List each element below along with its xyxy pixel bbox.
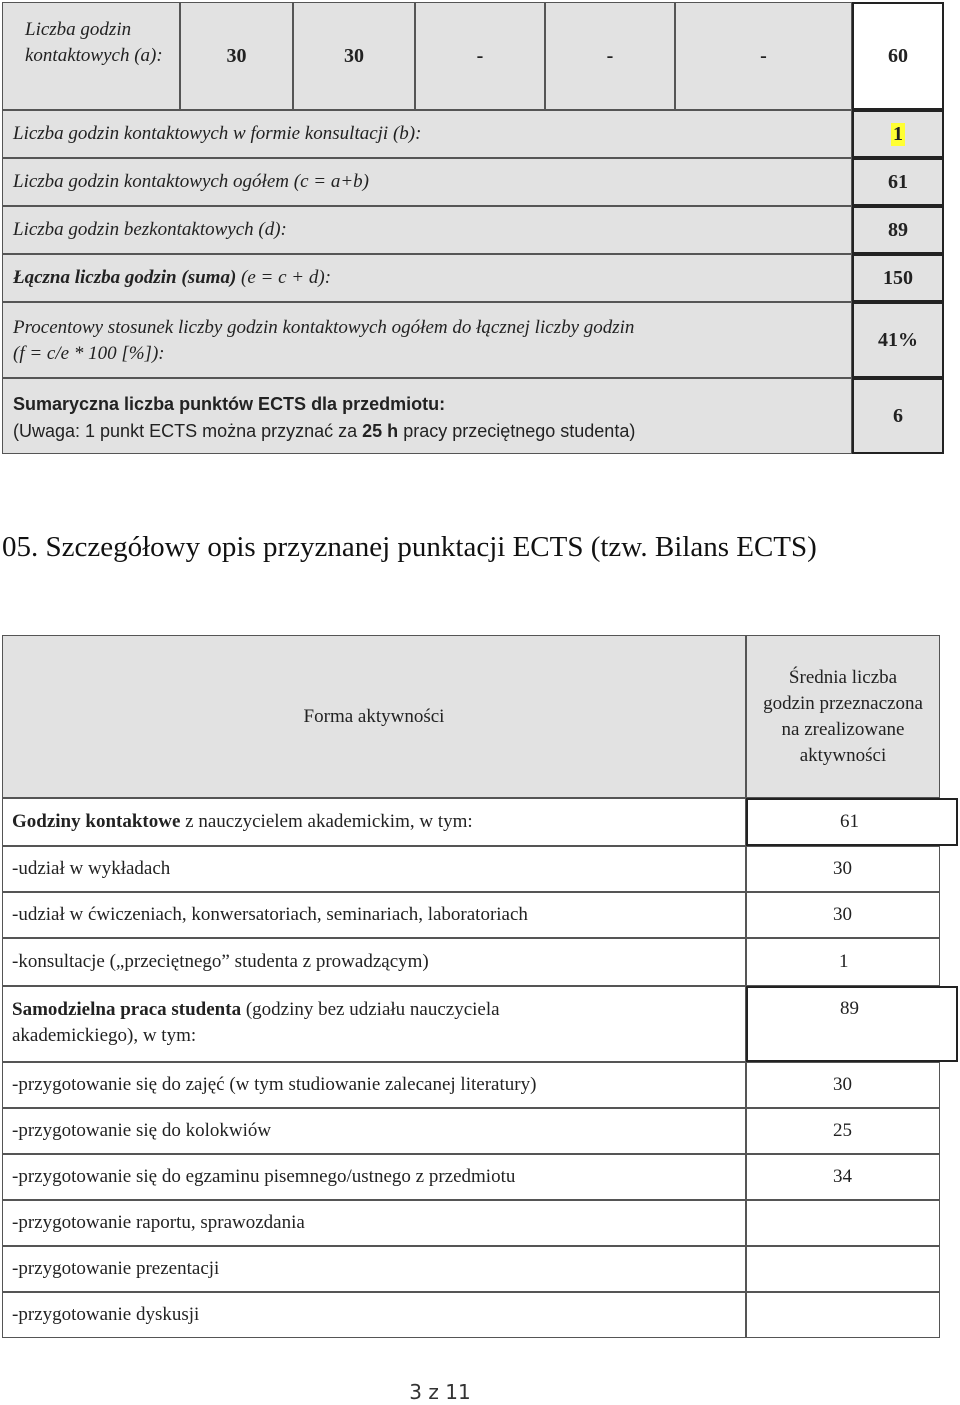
page-number: 3 z 11 [409, 1380, 471, 1404]
self-row-label: -przygotowanie raportu, sprawozdania [2, 1200, 746, 1246]
header-activity-form: Forma aktywności [2, 635, 746, 798]
row-b-value-highlight: 1 [893, 122, 903, 145]
self-row-value: 25 [746, 1108, 940, 1154]
contact-row-value: 1 [746, 938, 940, 986]
row-b-label: Liczba godzin kontaktowych w formie konsultacji (b): [2, 110, 852, 158]
row-e-label-rest: (e = c + d): [236, 267, 332, 288]
row-a-value-1: 30 [180, 2, 293, 110]
self-row-label: -przygotowanie prezentacji [2, 1246, 746, 1292]
contact-hours-rest: z nauczycielem akademickim, w tym: [180, 811, 473, 832]
self-study-label [2, 986, 746, 1062]
contact-hours-bold: Godziny kontaktowe [12, 811, 181, 832]
row-d-label: Liczba godzin bezkontaktowych (d): [2, 206, 852, 254]
row-ects-note-c: pracy przeciętnego studenta) [398, 421, 636, 441]
row-ects-note-a: (Uwaga: 1 punkt ECTS można przyznać za [13, 421, 363, 441]
self-study-value: 89 [746, 986, 958, 1062]
row-f-line-2: (f = c/e * 100 [%]): [13, 343, 165, 364]
self-row-value [746, 1246, 940, 1292]
row-f-value: 41% [852, 302, 944, 378]
section-title: 05. Szczegółowy opis przyznanej punktacji ECTS (tzw. Bilans ECTS) [2, 531, 817, 563]
row-d-value: 89 [852, 206, 944, 254]
row-c-value: 61 [852, 158, 944, 206]
row-a-value-4: - [545, 2, 675, 110]
row-a-value-2: 30 [293, 2, 415, 110]
contact-hours-label [2, 798, 746, 846]
row-ects-line-1: Sumaryczna liczba punktów ECTS dla przedmiotu: [13, 394, 446, 414]
self-row-label: -przygotowanie dyskusji [2, 1292, 746, 1338]
self-row-value [746, 1292, 940, 1338]
row-f-line-1: Procentowy stosunek liczby godzin kontaktowych ogółem do łącznej liczby godzin [13, 317, 635, 338]
row-ects-label [2, 378, 852, 454]
row-a-total: 60 [852, 2, 944, 110]
row-f-label [2, 302, 852, 378]
contact-row-label: -udział w wykładach [2, 846, 746, 892]
contact-row-label: -konsultacje („przeciętnego” studenta z prowadzącym) [2, 938, 746, 986]
row-a-value-5: - [675, 2, 852, 110]
row-a-label: Liczba godzin kontaktowych (a): [2, 2, 180, 110]
self-row-value [746, 1200, 940, 1246]
contact-row-value: 30 [746, 892, 940, 938]
header-average-hours: Średnia liczba godzin przeznaczona na zrealizowane aktywności [746, 635, 940, 798]
self-row-value: 30 [746, 1062, 940, 1108]
row-e-label-bold: Łączna liczba godzin (suma) [13, 267, 237, 288]
self-study-rest: (godziny bez udziału nauczyciela akademickiego), w tym: [12, 999, 500, 1046]
self-row-label: -przygotowanie się do egzaminu pisemnego/ustnego z przedmiotu [2, 1154, 746, 1200]
row-a-value-3: - [415, 2, 545, 110]
row-ects-value: 6 [852, 378, 944, 454]
self-row-label: -przygotowanie się do zajęć (w tym studiowanie zalecanej literatury) [2, 1062, 746, 1108]
row-e-label [2, 254, 852, 302]
row-ects-line-2 [13, 418, 851, 445]
row-e-value: 150 [852, 254, 944, 302]
row-ects-note-hours: 25 h [362, 421, 399, 441]
self-row-label: -przygotowanie się do kolokwiów [2, 1108, 746, 1154]
contact-row-label: -udział w ćwiczeniach, konwersatoriach, seminariach, laboratoriach [2, 892, 746, 938]
row-c-label: Liczba godzin kontaktowych ogółem (c = a+b) [2, 158, 852, 206]
self-row-value: 34 [746, 1154, 940, 1200]
contact-hours-value: 61 [746, 798, 958, 846]
row-b-value [852, 110, 944, 158]
contact-row-value: 30 [746, 846, 940, 892]
self-study-bold: Samodzielna praca studenta [12, 999, 242, 1020]
